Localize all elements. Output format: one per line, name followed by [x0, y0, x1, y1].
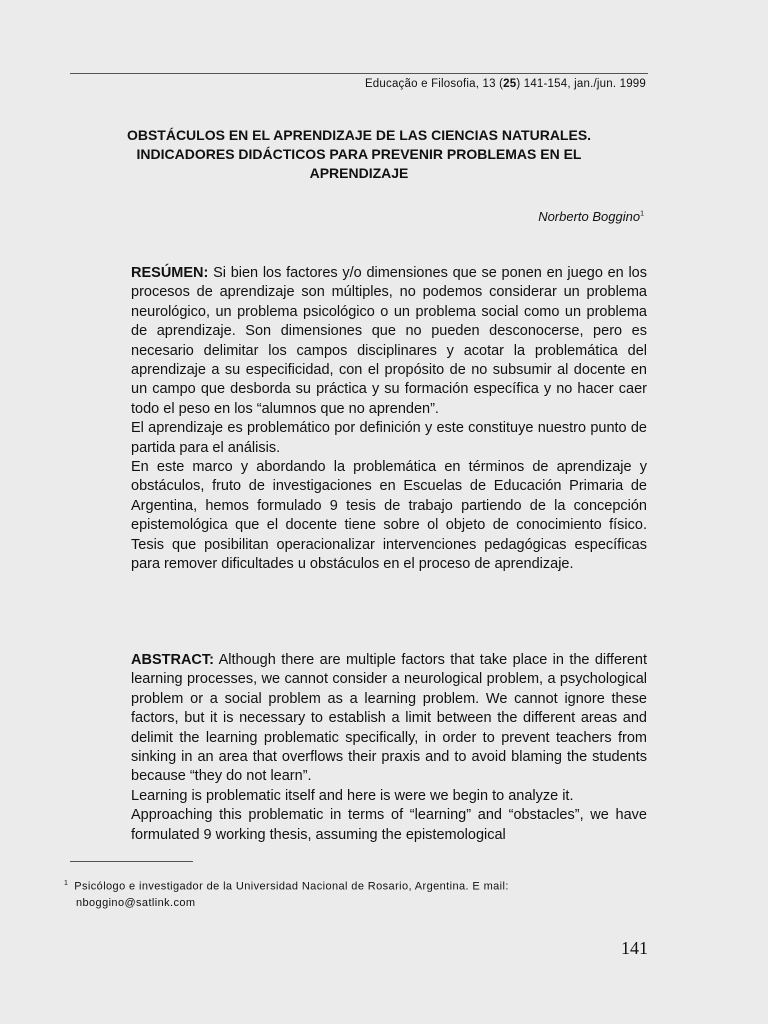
header-rule [70, 73, 648, 74]
abstract-text: Although there are multiple factors that take place in the different learning processes, we cannot consider a neurological problem, a psychological problem or a social problem as a learning problem. We cannot ignore these factors, but it is necessary to establish a limit between the different areas and delimit the learning problematic specifically, in order to prevent teachers from sinking in an area that overflows their praxis and to avoid blaming the students because “they do not learn”. [131, 652, 647, 785]
abstract-label: ABSTRACT: [131, 652, 214, 668]
journal-issue-number: 25 [503, 78, 517, 90]
resumen-label: RESÚMEN: [131, 265, 209, 281]
resumen-paragraph: El aprendizaje es problemático por definición y este constituye nuestro punto de partida para el análisis. [131, 420, 647, 456]
title-line: INDICADORES DIDÁCTICOS PARA PREVENIR PROBLEMAS EN EL [136, 146, 582, 162]
footnote-rule [70, 861, 193, 862]
footnote-text: Psicólogo e investigador de la Universidad Nacional de Rosario, Argentina. E mail: [74, 880, 509, 893]
abstract-paragraph [131, 651, 647, 787]
abstract-section [131, 651, 647, 845]
resumen-paragraph: En este marco y abordando la problemática en términos de aprendizaje y obstáculos, fruto de investigaciones en Escuelas de Educación Primaria de Argentina, hemos formulado 9 tesis de trabajo partiendo de la concepción epistemológica que el docente tiene sobre ol objeto de conocimiento físico. Tesis que posibilitan operacionalizar intervenciones pedagógicas específicas para remover dificultades u obstáculos en el proceso de aprendizaje. [131, 459, 647, 573]
abstract-paragraph: Learning is problematic itself and here is were we begin to analyze it. [131, 787, 574, 804]
abstract-paragraph: Approaching this problematic in terms of “learning” and “obstacles”, we have formulated 9 working thesis, assuming the epistemological [131, 807, 647, 843]
resumen-paragraph [131, 264, 647, 419]
title-line: OBSTÁCULOS EN EL APRENDIZAJE DE LAS CIENCIAS NATURALES. [126, 127, 592, 143]
resumen-section [131, 264, 647, 575]
footnote-mark: 1 [64, 880, 69, 887]
author-footnote-mark: 1 [640, 210, 644, 218]
author-name-text: Norberto Boggino [538, 209, 641, 224]
resumen-text: Si bien los factores y/o dimensiones que se ponen en juego en los procesos de aprendizaje son múltiples, no podemos considerar un problema neurológico, un problema psicológico o un problema social como un problema de aprendizaje. Son dimensiones que no pueden desconocerse, pero es necesario delimitar los campos disciplinares y acotar la problemática del aprendizaje a su especificidad, con el propósito de no subsumir al docente en un campo que desborda su práctica y su formación específica y no hacer caer todo el peso en los “alumnos que no aprenden”. [131, 265, 647, 417]
author-name [538, 209, 644, 224]
page-number: 141 [621, 938, 648, 958]
article-title [70, 126, 648, 183]
footnote-email: nboggino@satlink.com [76, 896, 196, 909]
title-line: APRENDIZAJE [309, 165, 409, 181]
journal-citation-text: Educação e Filosofia, 13 ( [364, 78, 504, 90]
journal-citation [70, 78, 646, 90]
footnote [64, 876, 654, 911]
journal-citation-pages: ) 141-154, jan./jun. 1999 [516, 78, 646, 90]
